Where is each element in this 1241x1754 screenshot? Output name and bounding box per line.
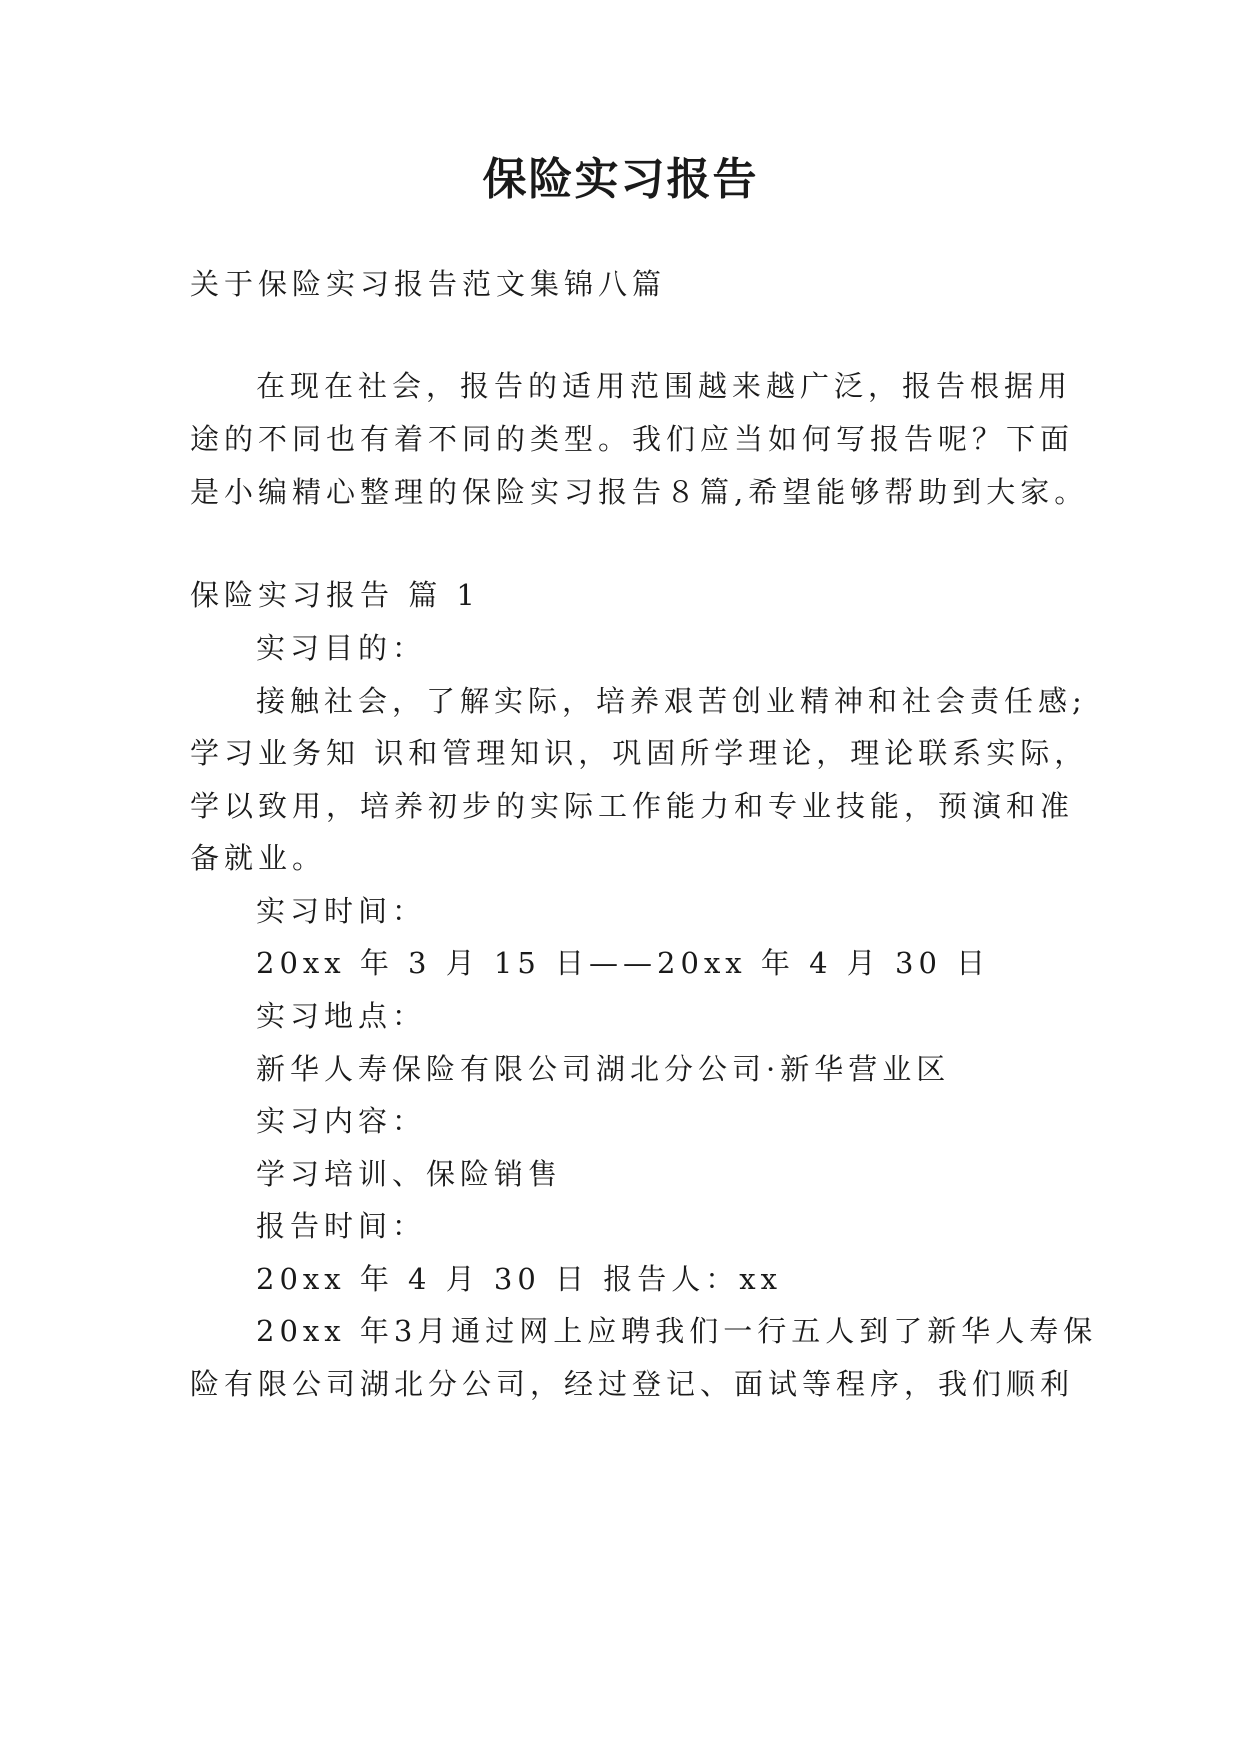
time-label: 实习时间： — [256, 894, 427, 928]
place-label: 实习地点： — [256, 999, 427, 1033]
content-value: 学习培训、保险销售 — [256, 1157, 563, 1191]
time-value: 20xx 年 3 月 15 日——20xx 年 4 月 30 日 — [256, 946, 991, 980]
body-line: 险有限公司湖北分公司，经过登记、面试等程序，我们顺利 — [190, 1367, 1075, 1401]
document-title: 保险实习报告 — [482, 154, 759, 205]
intro-line: 是小编精心整理的保险实习报告８篇,希望能够帮助到大家。 — [190, 475, 1089, 509]
purpose-line: 学习业务知 识和管理知识，巩固所学理论，理论联系实际， — [190, 736, 1089, 770]
report-time-value: 20xx 年 4 月 30 日 报告人：xx — [256, 1262, 782, 1296]
intro-line: 在现在社会，报告的适用范围越来越广泛，报告根据用 — [256, 369, 1073, 403]
purpose-line: 接触社会，了解实际，培养艰苦创业精神和社会责任感; — [256, 684, 1087, 718]
body-line: 20xx 年3月通过网上应聘我们一行五人到了新华人寿保 — [256, 1314, 1098, 1348]
purpose-label: 实习目的： — [256, 631, 427, 665]
place-value: 新华人寿保险有限公司湖北分公司·新华营业区 — [256, 1052, 951, 1086]
purpose-line: 备就业。 — [190, 841, 327, 875]
purpose-line: 学以致用，培养初步的实际工作能力和专业技能，预演和准 — [190, 789, 1075, 823]
report-time-label: 报告时间： — [256, 1209, 427, 1243]
document-subtitle: 关于保险实习报告范文集锦八篇 — [190, 267, 667, 301]
intro-line: 途的不同也有着不同的类型。我们应当如何写报告呢？下面 — [190, 422, 1075, 456]
section-heading: 保险实习报告 篇 1 — [190, 578, 480, 612]
content-label: 实习内容： — [256, 1104, 427, 1138]
